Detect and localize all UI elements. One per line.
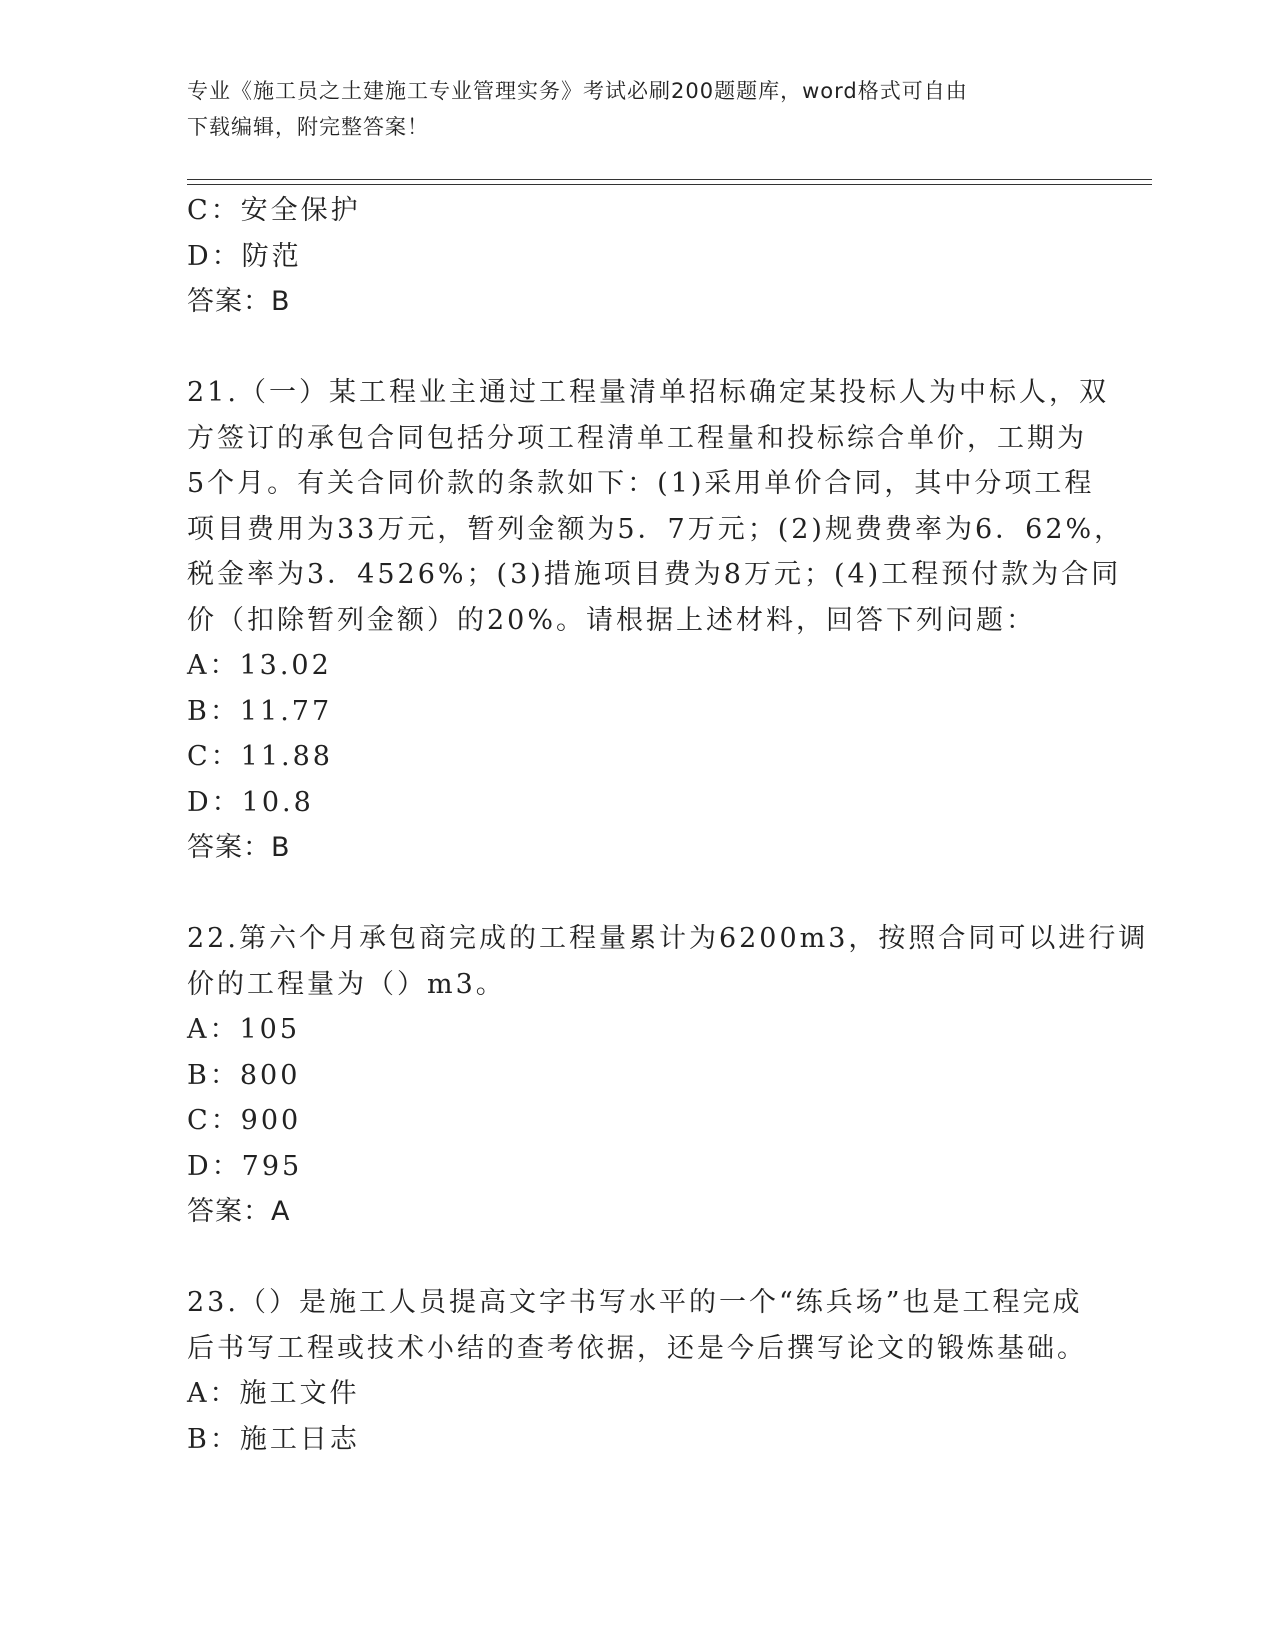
spacer (187, 871, 1087, 917)
answer-line: 答案：A (187, 1196, 291, 1227)
question-22 (187, 916, 1149, 1235)
question-text-line: 方签订的承包合同包括分项工程清单工程量和投标综合单价，工期为 (187, 422, 1087, 454)
question-text-line: 后书写工程或技术小结的查考依据，还是今后撰写论文的锻炼基础。 (187, 1332, 1087, 1364)
header-divider-top (187, 179, 1152, 180)
page-header (187, 73, 1067, 145)
option-d: D：795 (187, 1150, 303, 1182)
question-text-line: 项目费用为33万元，暂列金额为5．7万元；(2)规费费率为6．62%， (187, 513, 1125, 545)
question-text-line: 价的工程量为（）m3。 (187, 968, 506, 1000)
option-d: D：防范 (187, 240, 302, 272)
option-a: A：施工文件 (187, 1378, 360, 1409)
answer-line: 答案：B (187, 286, 291, 317)
question-21 (187, 370, 1125, 871)
question-text-line: 23.（）是施工人员提高文字书写水平的一个“练兵场”也是工程完成 (187, 1287, 1083, 1318)
question-text-line: 税金率为3．4526%；(3)措施项目费为8万元；(4)工程预付款为合同 (187, 559, 1122, 590)
question-text-line: 21.（一）某工程业主通过工程量清单招标确定某投标人为中标人，双 (187, 377, 1109, 408)
header-line-2: 下载编辑，附完整答案！ (187, 115, 429, 139)
option-c: C：安全保护 (187, 195, 361, 226)
option-a: A：13.02 (187, 650, 332, 681)
option-d: D：10.8 (187, 786, 314, 818)
option-c: C：900 (187, 1105, 302, 1136)
question-23 (187, 1280, 1087, 1462)
previous-question-tail (187, 188, 1087, 325)
question-text-line: 5个月。有关合同价款的条款如下：(1)采用单价合同，其中分项工程 (187, 468, 1095, 499)
answer-line: 答案：B (187, 832, 291, 863)
option-b: B：800 (187, 1059, 301, 1091)
header-divider-bottom (187, 184, 1152, 185)
question-text-line: 22.第六个月承包商完成的工程量累计为6200m3，按照合同可以进行调 (187, 923, 1149, 954)
option-a: A：105 (187, 1014, 301, 1045)
spacer (187, 325, 1087, 371)
question-content (187, 188, 1149, 1462)
spacer (187, 1235, 1087, 1281)
option-b: B：11.77 (187, 695, 333, 727)
header-line-1: 专业《施工员之土建施工专业管理实务》考试必刷200题题库，word格式可自由 (187, 79, 968, 103)
option-b: B：施工日志 (187, 1423, 360, 1455)
option-c: C：11.88 (187, 741, 333, 772)
question-text-line: 价（扣除暂列金额）的20%。请根据上述材料，回答下列问题： (187, 604, 1037, 636)
